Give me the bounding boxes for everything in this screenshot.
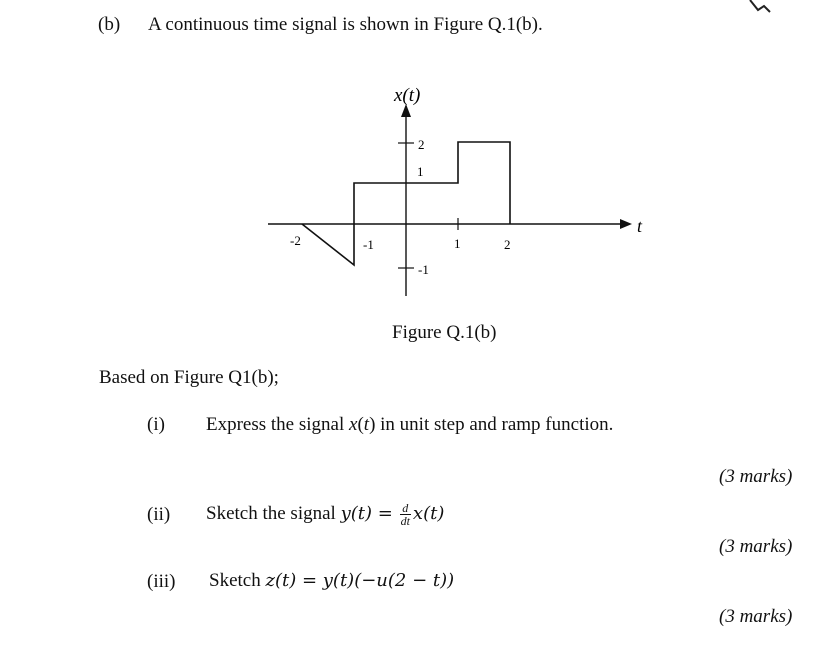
- x-axis-label: t: [637, 216, 643, 236]
- x-tick-label-neg1: -1: [363, 237, 374, 252]
- lead-in-text: Based on Figure Q1(b);: [99, 367, 279, 388]
- y-axis-label: x(t): [394, 85, 421, 106]
- question-number-iii: (iii): [147, 571, 176, 592]
- x-tick-label-2: 2: [504, 237, 511, 252]
- marks-iii: (3 marks): [719, 606, 793, 627]
- question-number-ii: (ii): [147, 504, 171, 525]
- question-text-ii: Sketch the signal y(t) = $\frac{d}{dt}$ x(t): [206, 501, 445, 528]
- part-label: (b): [98, 14, 121, 35]
- derivative-fraction: $\frac{d}{dt}$: [400, 501, 410, 528]
- question-text-iii: Sketch z(t) = y(t)(−u(2 − t)): [209, 570, 455, 591]
- x-tick-label-neg2: -2: [290, 233, 301, 248]
- figure-caption: Figure Q.1(b): [392, 322, 497, 343]
- intro-text: A continuous time signal is shown in Figure Q.1(b).: [148, 14, 543, 35]
- y-tick-label-2: 2: [418, 137, 425, 152]
- question-text-i: Express the signal x(t) in unit step and ramp function.: [206, 414, 614, 435]
- marks-ii: (3 marks): [719, 536, 793, 557]
- y-tick-label-neg1: -1: [418, 262, 429, 277]
- question-number-i: (i): [147, 414, 165, 435]
- x-tick-label-1: 1: [454, 236, 461, 251]
- y-tick-label-1: 1: [417, 164, 424, 179]
- marks-i: (3 marks): [719, 466, 793, 487]
- x-axis-arrow: [620, 219, 632, 229]
